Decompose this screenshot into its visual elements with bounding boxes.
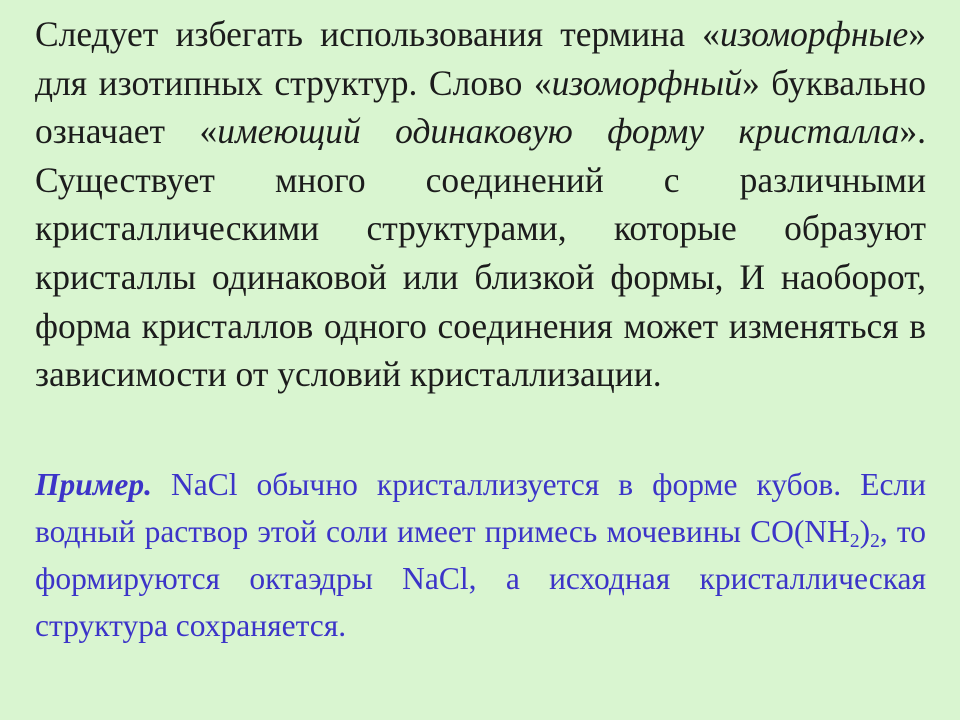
example-text-2: ) <box>859 514 871 549</box>
main-text-1: Следует избегать использования термина « <box>35 14 720 54</box>
example-label: Пример. <box>35 467 152 502</box>
main-text-3: » буквально означает « <box>35 62 926 152</box>
example-text-3: , то формируются октаэдры NaCl, а исходная кристаллическая структура сохраняется. <box>35 514 926 643</box>
main-paragraph <box>35 10 926 399</box>
subscript-1: 2 <box>849 530 860 552</box>
example-text-1: NaCl обычно кристаллизуется в форме кубов. Если водный раствор этой соли имеет примесь мочевины CO(NH <box>35 467 926 549</box>
main-text-2: » для изотипных структур. Слово « <box>35 14 926 103</box>
term-definition: имеющий одинаковую форму кристалла <box>217 111 900 152</box>
term-isomorphic-singular: изоморфный <box>551 62 742 103</box>
example-paragraph <box>35 461 926 649</box>
subscript-2: 2 <box>870 530 880 552</box>
main-text-4: ». Существует много соединений с различными кристаллическими структурами, которые образуют кристаллы одинаковой или близкой формы, И наоборот, форма кристаллов одного соединения может изменяться в зависимости от условий кристаллизации. <box>35 111 926 395</box>
term-isomorphic-plural: изоморфные <box>719 14 909 54</box>
